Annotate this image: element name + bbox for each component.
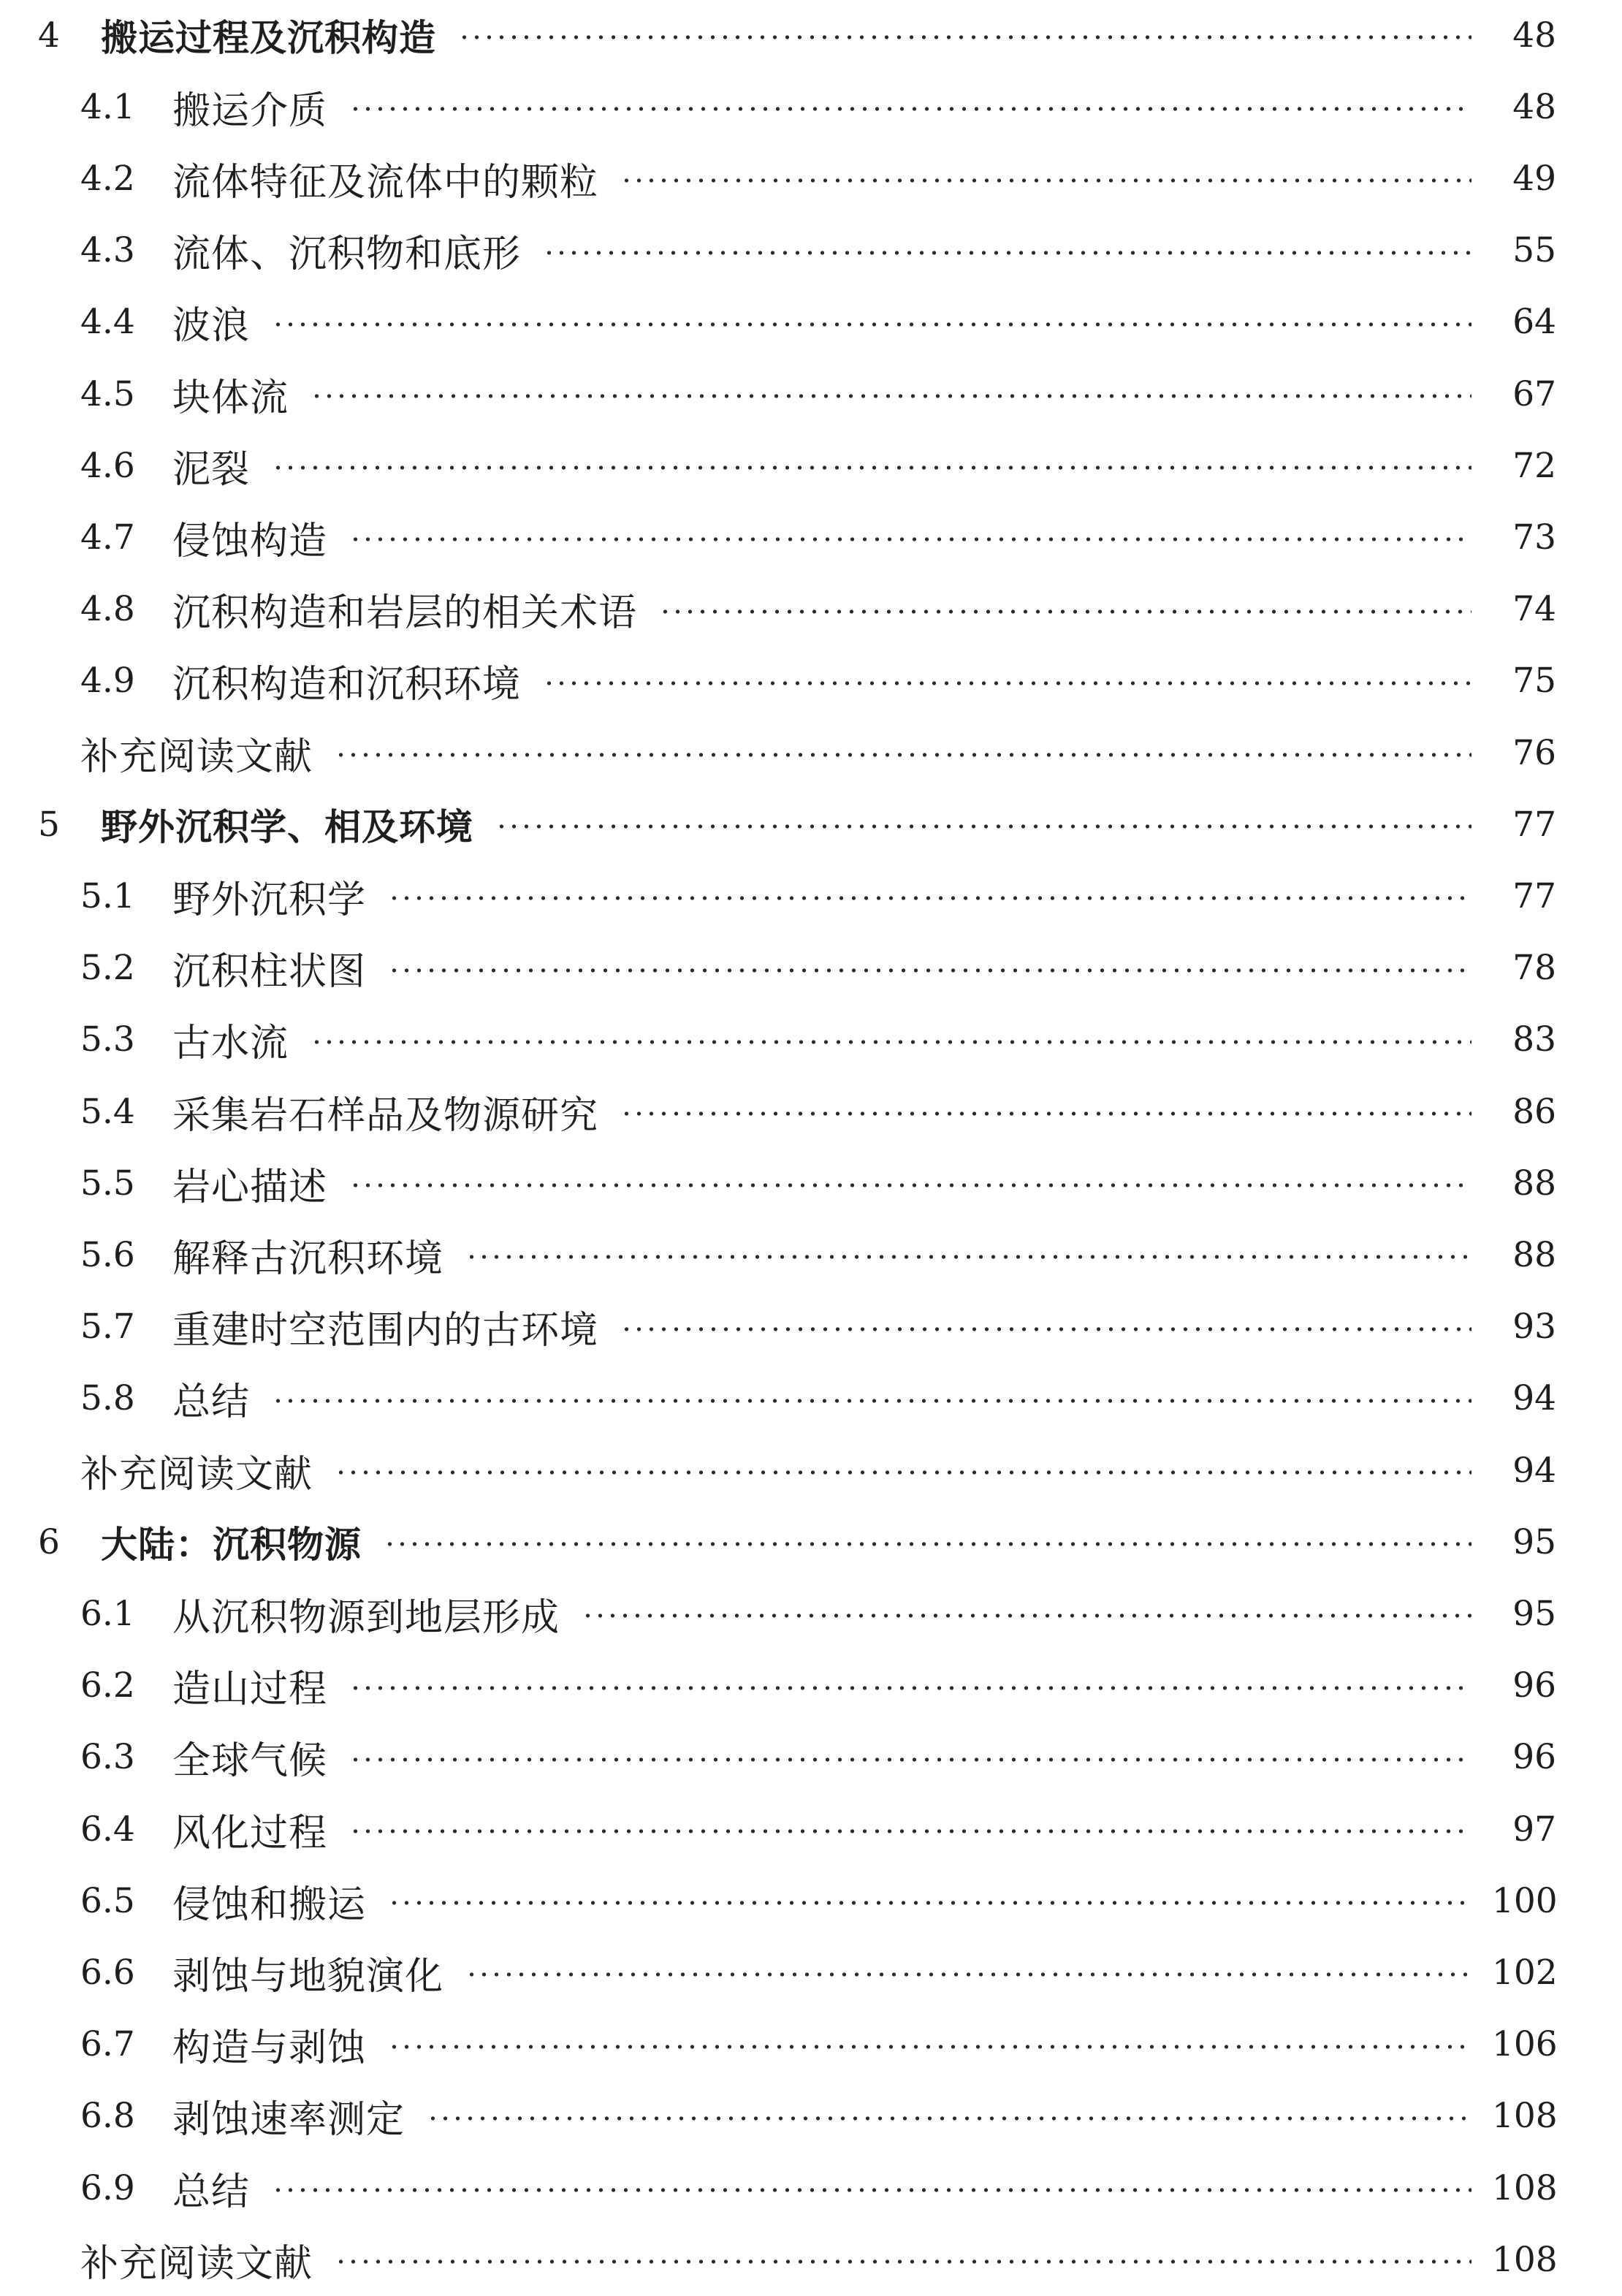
toc-entry-number: 5.1 bbox=[80, 875, 135, 916]
toc-entry-title: 补充阅读文献 bbox=[80, 1452, 313, 1497]
dot-leader bbox=[388, 2045, 1471, 2049]
toc-entry-number: 6.8 bbox=[80, 2096, 135, 2137]
toc-entry-title: 古水流 bbox=[172, 1022, 289, 1066]
toc-entry-page-number: 86 bbox=[1512, 1091, 1556, 1132]
toc-entry-title: 搬运介质 bbox=[172, 88, 328, 133]
toc-entry-number: 4.6 bbox=[80, 445, 135, 486]
toc-entry-title: 剥蚀与地貌演化 bbox=[172, 1954, 444, 1999]
toc-reading-entry[interactable] bbox=[0, 1434, 1622, 1506]
toc-entry-number: 4.4 bbox=[80, 302, 135, 343]
toc-entry-title: 流体特征及流体中的颗粒 bbox=[172, 160, 599, 205]
toc-entry-title: 构造与剥蚀 bbox=[172, 2026, 367, 2071]
toc-section-entry[interactable] bbox=[0, 1291, 1622, 1363]
toc-entry-number: 6 bbox=[38, 1521, 60, 1562]
toc-entry-title: 沉积柱状图 bbox=[172, 950, 367, 995]
toc-section-entry[interactable] bbox=[0, 215, 1622, 286]
toc-entry-page-number: 106 bbox=[1492, 2024, 1558, 2065]
toc-section-entry[interactable] bbox=[0, 1363, 1622, 1434]
toc-entry-page-number: 49 bbox=[1512, 158, 1556, 199]
dot-leader bbox=[272, 2188, 1471, 2192]
toc-entry-page-number: 48 bbox=[1512, 86, 1556, 127]
dot-leader bbox=[388, 896, 1471, 900]
dot-leader bbox=[335, 2259, 1471, 2264]
toc-entry-page-number: 74 bbox=[1512, 589, 1556, 630]
dot-leader bbox=[543, 251, 1471, 255]
dot-leader bbox=[272, 322, 1471, 327]
dot-leader bbox=[384, 1542, 1471, 1546]
toc-entry-page-number: 77 bbox=[1512, 875, 1556, 916]
toc-section-entry[interactable] bbox=[0, 2080, 1622, 2152]
dot-leader bbox=[465, 1255, 1471, 1259]
toc-entry-page-number: 78 bbox=[1512, 948, 1556, 989]
toc-section-entry[interactable] bbox=[0, 2009, 1622, 2080]
toc-entry-page-number: 95 bbox=[1512, 1593, 1556, 1634]
toc-entry-page-number: 83 bbox=[1512, 1019, 1556, 1060]
toc-entry-number: 4 bbox=[38, 15, 60, 56]
toc-section-entry[interactable] bbox=[0, 1793, 1622, 1865]
toc-entry-number: 4.1 bbox=[80, 86, 135, 127]
dot-leader bbox=[458, 35, 1471, 39]
toc-entry-number: 6.9 bbox=[80, 2167, 135, 2208]
toc-entry-number: 6.5 bbox=[80, 1880, 135, 1921]
toc-entry-page-number: 96 bbox=[1512, 1737, 1556, 1778]
toc-entry-title: 块体流 bbox=[172, 376, 289, 420]
dot-leader bbox=[495, 824, 1471, 829]
toc-entry-page-number: 76 bbox=[1512, 732, 1556, 773]
dot-leader bbox=[349, 107, 1471, 111]
toc-entry-number: 5 bbox=[38, 804, 60, 845]
toc-entry-page-number: 96 bbox=[1512, 1665, 1556, 1706]
toc-entry-number: 4.8 bbox=[80, 589, 135, 630]
toc-entry-page-number: 77 bbox=[1512, 804, 1556, 845]
toc-section-entry[interactable] bbox=[0, 430, 1622, 501]
toc-entry-page-number: 72 bbox=[1512, 445, 1556, 486]
toc-chapter-entry[interactable] bbox=[0, 1506, 1622, 1578]
toc-entry-number: 5.8 bbox=[80, 1378, 135, 1419]
toc-entry-title: 解释古沉积环境 bbox=[172, 1236, 444, 1281]
toc-entry-page-number: 102 bbox=[1492, 1952, 1558, 1993]
toc-section-entry[interactable] bbox=[0, 932, 1622, 1004]
toc-section-entry[interactable] bbox=[0, 1147, 1622, 1219]
dot-leader bbox=[272, 1399, 1471, 1403]
toc-section-entry[interactable] bbox=[0, 1004, 1622, 1076]
toc-entry-title: 搬运过程及沉积构造 bbox=[101, 17, 436, 59]
toc-entry-number: 4.9 bbox=[80, 661, 135, 702]
toc-section-entry[interactable] bbox=[0, 142, 1622, 214]
toc-entry-number: 5.4 bbox=[80, 1091, 135, 1132]
toc-entry-page-number: 95 bbox=[1512, 1521, 1556, 1562]
toc-entry-title: 总结 bbox=[172, 2170, 251, 2214]
toc-section-entry[interactable] bbox=[0, 1219, 1622, 1290]
dot-leader bbox=[659, 609, 1471, 614]
toc-entry-number: 4.5 bbox=[80, 373, 135, 414]
toc-entry-title: 风化过程 bbox=[172, 1811, 328, 1855]
toc-entry-number: 6.2 bbox=[80, 1665, 135, 1706]
toc-entry-title: 补充阅读文献 bbox=[80, 2241, 313, 2286]
toc-entry-title: 野外沉积学、相及环境 bbox=[101, 806, 473, 849]
toc-entry-title: 泥裂 bbox=[172, 447, 251, 492]
toc-entry-title: 大陆：沉积物源 bbox=[101, 1524, 362, 1567]
dot-leader bbox=[349, 1183, 1471, 1187]
toc-entry-title: 从沉积物源到地层形成 bbox=[172, 1595, 560, 1640]
toc-entry-page-number: 97 bbox=[1512, 1809, 1556, 1850]
toc-entry-number: 6.3 bbox=[80, 1737, 135, 1778]
toc-entry-title: 岩心描述 bbox=[172, 1165, 328, 1209]
dot-leader bbox=[582, 1613, 1471, 1618]
toc-entry-page-number: 108 bbox=[1492, 2239, 1558, 2280]
toc-section-entry[interactable] bbox=[0, 2152, 1622, 2224]
toc-entry-title: 波浪 bbox=[172, 304, 251, 349]
dot-leader bbox=[620, 1111, 1471, 1116]
toc-entry-title: 沉积构造和沉积环境 bbox=[172, 663, 522, 707]
toc-entry-page-number: 100 bbox=[1492, 1880, 1558, 1921]
toc-section-entry[interactable] bbox=[0, 860, 1622, 932]
toc-entry-page-number: 67 bbox=[1512, 373, 1556, 414]
toc-entry-number: 4.7 bbox=[80, 517, 135, 558]
toc-chapter-entry[interactable] bbox=[0, 0, 1622, 71]
toc-entry-number: 6.1 bbox=[80, 1593, 135, 1634]
dot-leader bbox=[388, 968, 1471, 973]
dot-leader bbox=[620, 178, 1471, 183]
toc-entry-title: 补充阅读文献 bbox=[80, 734, 313, 779]
toc-entry-number: 5.5 bbox=[80, 1163, 135, 1204]
dot-leader bbox=[620, 1327, 1471, 1331]
dot-leader bbox=[349, 537, 1471, 541]
toc-section-entry[interactable] bbox=[0, 1076, 1622, 1147]
toc-entry-number: 5.3 bbox=[80, 1019, 135, 1060]
toc-entry-page-number: 108 bbox=[1492, 2096, 1558, 2137]
toc-entry-page-number: 55 bbox=[1512, 230, 1556, 271]
toc-entry-title: 剥蚀速率测定 bbox=[172, 2098, 406, 2143]
toc-entry-page-number: 94 bbox=[1512, 1450, 1556, 1491]
dot-leader bbox=[349, 1829, 1471, 1833]
toc-entry-page-number: 88 bbox=[1512, 1163, 1556, 1204]
toc-reading-entry[interactable] bbox=[0, 717, 1622, 788]
dot-leader bbox=[388, 1901, 1471, 1905]
toc-entry-title: 侵蚀构造 bbox=[172, 519, 328, 563]
dot-leader bbox=[349, 1686, 1471, 1690]
dot-leader bbox=[349, 1757, 1471, 1762]
dot-leader bbox=[335, 1470, 1471, 1475]
toc-section-entry[interactable] bbox=[0, 358, 1622, 430]
toc-entry-title: 沉积构造和岩层的相关术语 bbox=[172, 591, 638, 636]
toc-entry-number: 6.7 bbox=[80, 2024, 135, 2065]
toc-entry-title: 造山过程 bbox=[172, 1668, 328, 1712]
toc-entry-number: 6.4 bbox=[80, 1809, 135, 1850]
toc-entry-page-number: 64 bbox=[1512, 302, 1556, 343]
dot-leader bbox=[272, 465, 1471, 470]
toc-section-entry[interactable] bbox=[0, 1936, 1622, 2008]
toc-section-entry[interactable] bbox=[0, 71, 1622, 142]
toc-chapter-entry[interactable] bbox=[0, 788, 1622, 860]
toc-entry-page-number: 73 bbox=[1512, 517, 1556, 558]
toc-section-entry[interactable] bbox=[0, 1578, 1622, 1649]
toc-entry-number: 5.6 bbox=[80, 1234, 135, 1275]
toc-entry-title: 野外沉积学 bbox=[172, 878, 367, 922]
toc-entry-number: 6.6 bbox=[80, 1952, 135, 1993]
toc-section-entry[interactable] bbox=[0, 574, 1622, 645]
toc-entry-page-number: 93 bbox=[1512, 1307, 1556, 1347]
dot-leader bbox=[543, 681, 1471, 685]
toc-entry-number: 5.2 bbox=[80, 948, 135, 989]
toc-entry-title: 总结 bbox=[172, 1380, 251, 1425]
dot-leader bbox=[335, 753, 1471, 757]
toc-entry-page-number: 94 bbox=[1512, 1378, 1556, 1419]
toc-entry-title: 采集岩石样品及物源研究 bbox=[172, 1093, 599, 1138]
dot-leader bbox=[311, 394, 1471, 398]
toc-section-entry[interactable] bbox=[0, 501, 1622, 573]
dot-leader bbox=[311, 1040, 1471, 1044]
toc-section-entry[interactable] bbox=[0, 1865, 1622, 1936]
dot-leader bbox=[465, 1972, 1471, 1977]
toc-reading-entry[interactable] bbox=[0, 2224, 1622, 2295]
toc-entry-number: 5.7 bbox=[80, 1307, 135, 1347]
toc-section-entry[interactable] bbox=[0, 1650, 1622, 1722]
toc-entry-title: 全球气候 bbox=[172, 1739, 328, 1784]
toc-entry-page-number: 75 bbox=[1512, 661, 1556, 702]
toc-entry-page-number: 48 bbox=[1512, 15, 1556, 56]
toc-entry-title: 侵蚀和搬运 bbox=[172, 1882, 367, 1927]
toc-entry-title: 重建时空范围内的古环境 bbox=[172, 1309, 599, 1353]
dot-leader bbox=[427, 2116, 1471, 2121]
toc-section-entry[interactable] bbox=[0, 645, 1622, 717]
toc-section-entry[interactable] bbox=[0, 286, 1622, 358]
toc-entry-page-number: 108 bbox=[1492, 2167, 1558, 2208]
toc-section-entry[interactable] bbox=[0, 1722, 1622, 1793]
toc-entry-title: 流体、沉积物和底形 bbox=[172, 232, 522, 277]
toc-entry-number: 4.3 bbox=[80, 230, 135, 271]
toc-entry-number: 4.2 bbox=[80, 158, 135, 199]
toc-entry-page-number: 88 bbox=[1512, 1234, 1556, 1275]
